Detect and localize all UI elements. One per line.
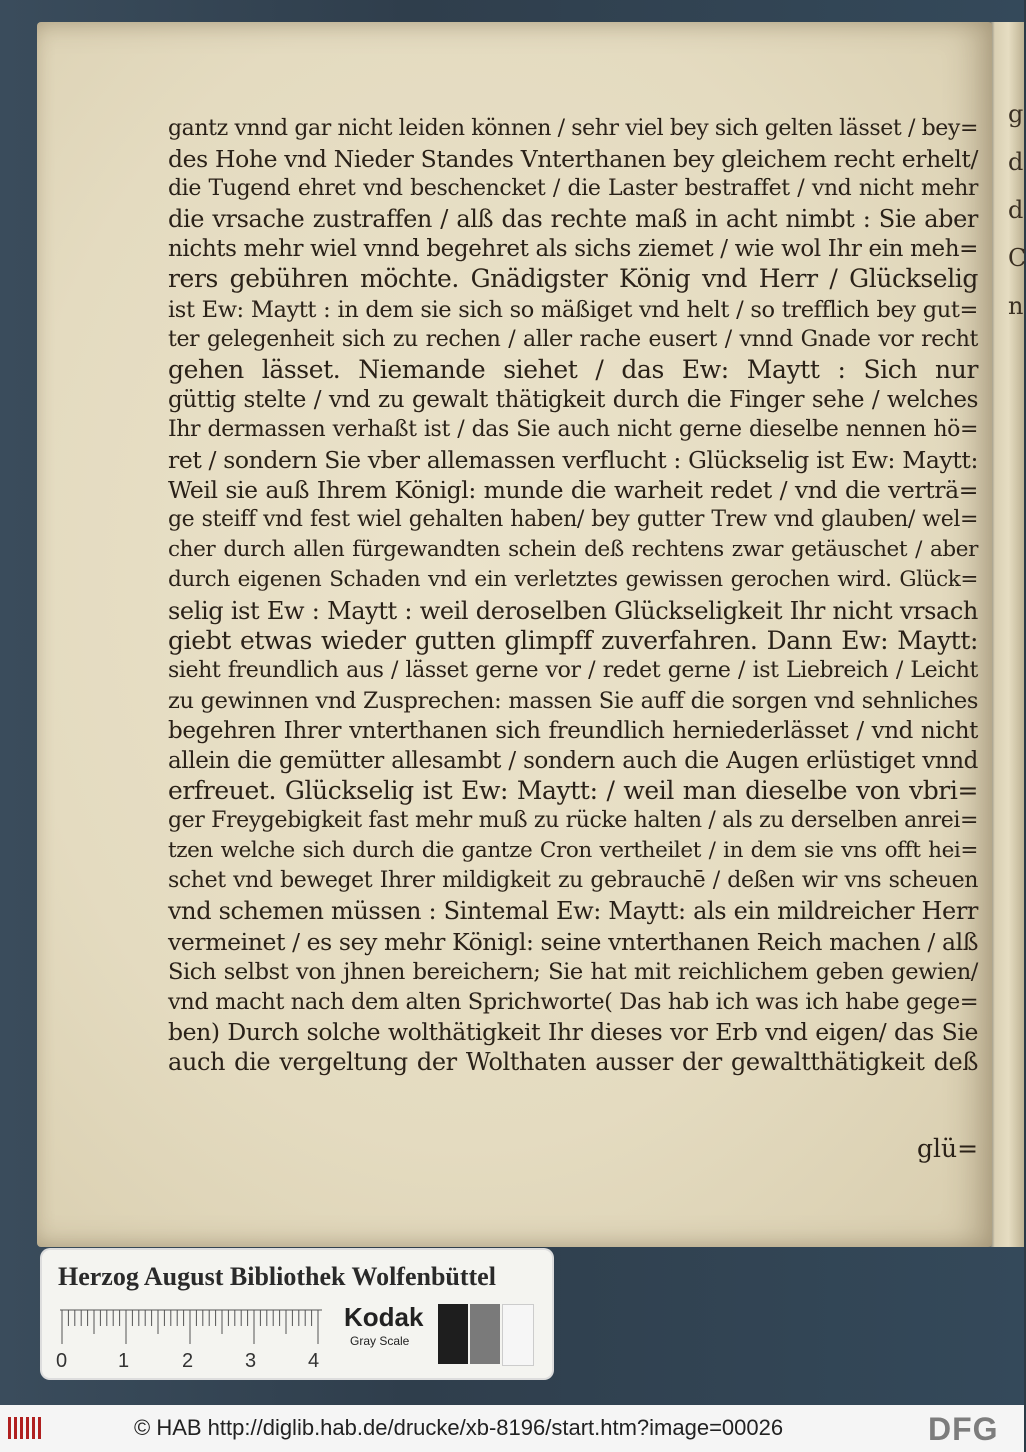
black-swatch [438,1304,468,1364]
text-line: Weil sie auß Ihrem Königl: munde die warheit redet / vnd die verträ= [168,476,978,505]
ruler-number-1: 1 [118,1350,130,1372]
text-line: tzen welche sich durch die gantze Cron vertheilet / in dem sie vns offt hei= [168,838,978,864]
viewer-footer [0,1405,1024,1452]
text-line: Sich selbst von jhnen bereichern; Sie hat mit reichlichem geben gewien/ [168,958,978,985]
text-line: begehren Ihrer vnterthanen sich freundlich herniederlässet / vnd nicht [168,717,978,744]
text-line: ger Freygebigkeit fast mehr muß zu rücke halten / als zu derselben anrei= [168,808,978,834]
text-line: cher durch allen fürgewandten schein deß rechtens zwar getäuschet / aber [168,537,978,563]
text-line: güttig stelte / vnd zu gewalt thätigkeit durch die Finger sehe / welches [168,386,978,413]
text-line: gantz vnnd gar nicht leiden können / sehr viel bey sich gelten lässet / bey= [168,116,978,141]
text-line: erfreuet. Glückselig ist Ew: Maytt: / weil man dieselbe von vbri= [168,776,978,806]
catchword: glü= [917,1134,979,1163]
text-line: vnd macht nach dem alten Sprichworte( Das hab ich was ich habe gege= [168,988,979,1015]
book-page [37,22,992,1247]
dfg-logo: DFG [928,1411,999,1447]
text-line: allein die gemütter allesambt / sondern auch die Augen erlüstiget vnnd [168,747,978,774]
text-line: auch die vergeltung der Wolthaten ausser der gewaltthätigkeit deß [168,1047,978,1076]
text-line: ge steiff vnd fest wiel gehalten haben/ bey gutter Trew vnd glauben/ wel= [168,507,978,533]
library-name: Herzog August Bibliothek Wolfenbüttel [58,1262,496,1291]
text-line: durch eigenen Schaden vnd ein verletztes gewissen gerochen wird. Glück= [168,567,978,593]
white-swatch [502,1304,534,1366]
text-line: ben) Durch solche wolthätigkeit Ihr dieses vor Erb vnd eigen/ das Sie [168,1017,978,1046]
text-line: des Hohe vnd Nieder Standes Vnterthanen bey gleichem recht erhelt/ [168,145,978,174]
text-line: sieht freundlich aus / lässet gerne vor / redet gerne / ist Liebreich / Leicht [168,657,978,683]
text-line: die Tugend ehret vnd beschencket / die Laster bestraffet / vnd nicht mehr [168,176,978,202]
gray-swatch [470,1304,500,1364]
citation-link[interactable]: © HAB http://diglib.hab.de/drucke/xb-8196/start.htm?image=00026 [134,1415,784,1440]
text-line: Ihr dermassen verhaßt ist / das Sie auch nicht gerne dieselbe nennen hö= [168,416,978,442]
text-line: selig ist Ew : Maytt : weil deroselben Glückseligkeit Ihr nicht vrsach [168,596,978,625]
color-calibration-card [42,1250,552,1378]
text-line: giebt etwas wieder gutten glimpff zuverfahren. Dann Ew: Maytt: [168,625,978,655]
scale-ruler [60,1308,322,1348]
ruler-number-2: 2 [182,1350,194,1372]
text-line: schet vnd beweget Ihrer mildigkeit zu gebrauchē / deßen wir vns scheuen [168,868,978,894]
text-line: ist Ew: Maytt : in dem sie sich so mäßiget vnd helt / so trefflich bey gut= [168,296,978,323]
kodak-logo: Kodak [344,1302,424,1332]
kodak-gray-scale-label: Gray Scale [350,1334,410,1348]
text-line: ret / sondern Sie vber allemassen verflucht : Glückselig ist Ew: Maytt: [168,446,978,475]
hab-logo-icon [6,1413,46,1443]
text-line: die vrsache zustraffen / alß das rechte maß in acht nimbt : Sie aber [168,205,978,234]
text-line: vnd schemen müssen : Sintemal Ew: Maytt: als ein mildreicher Herr [168,897,978,926]
text-line: rers gebühren möchte. Gnädigster König vnd Herr / Glückselig [168,264,978,294]
ruler-number-4: 4 [308,1350,320,1372]
text-line: gehen lässet. Niemande siehet / das Ew: Maytt : Sich nur [168,354,978,384]
next-page-edge-text: g d d C n [1008,100,1026,320]
text-line: vermeinet / es sey mehr Königl: seine vnterthanen Reich machen / alß [168,927,978,956]
ruler-number-3: 3 [245,1350,257,1372]
page-text-block [168,114,978,1077]
text-line: nichts mehr wiel vnnd begehret als sichs ziemet / wie wol Ihr ein meh= [168,236,978,263]
text-line: ter gelegenheit sich zu rechen / aller rache eusert / vnnd Gnade vor recht [168,326,978,352]
ruler-number-0: 0 [56,1350,68,1372]
text-line: zu gewinnen vnd Zusprechen: massen Sie auff die sorgen vnd sehnliches [168,687,978,714]
